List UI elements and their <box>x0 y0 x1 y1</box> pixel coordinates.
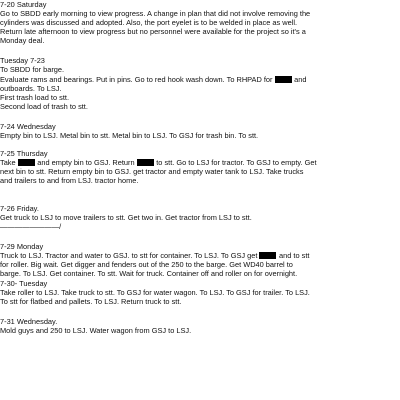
entry-text: and <box>294 75 307 84</box>
entry-line: To SBDD for barge. <box>0 65 65 74</box>
separator-line: ————————/ <box>0 222 62 231</box>
entry-line: Get truck to LSJ to move trailers to stt. Get two in. Get tractor from LSJ to stt. <box>0 213 252 222</box>
entry-line: cylinders was discussed and adopted. Also, the port eyelet is to be welded in place as well. <box>0 18 298 27</box>
entry-text: and to stt <box>279 251 310 260</box>
redaction-block <box>275 76 292 83</box>
redaction-block <box>259 252 276 259</box>
entry-text: Truck to LSJ. Tractor and water to GSJ. to stt for container. To LSJ. To GSJ get <box>0 251 258 260</box>
entry-line: outboards. To LSJ. <box>0 84 62 93</box>
entry-line: Empty bin to LSJ. Metal bin to stt. Metal bin to LSJ. To GSJ for trash bin. To stt. <box>0 131 259 140</box>
entry-line: First trash load to stt. <box>0 93 70 102</box>
entry-line <box>0 75 400 84</box>
entry-line: Second load of trash to stt. <box>0 102 88 111</box>
redaction-block <box>18 159 35 166</box>
entry-line: Monday deal. <box>0 36 45 45</box>
entry-line: Go to SBDD early morning to view progress. A change in plan that did not involve removing the <box>0 9 311 18</box>
entry-date-7-25: 7-25 Thursday <box>0 149 48 158</box>
entry-line <box>0 158 400 167</box>
entry-line: Return late afternoon to view progress but no personnel were available for the project so it's a <box>0 27 306 36</box>
entry-date-7-23: Tuesday 7-23 <box>0 56 45 65</box>
entry-line: Mold guys and 250 to LSJ. Water wagon from GSJ to LSJ. <box>0 326 192 335</box>
entry-text: and empty bin to GSJ. Return <box>37 158 135 167</box>
entry-text: Evaluate rams and bearings. Put in pins. Go to red hook wash down. To RHPAD for <box>0 75 273 84</box>
entry-line <box>0 251 400 260</box>
entry-date-7-31: 7-31 Wednesday. <box>0 317 58 326</box>
entry-line: Take roller to LSJ. Take truck to stt. To GSJ for water wagon. To LSJ. To GSJ for trailer. To LSJ. <box>0 288 310 297</box>
entry-text: Take <box>0 158 16 167</box>
entry-date-7-29: 7-29 Monday <box>0 242 44 251</box>
entry-line: To stt for flatbed and pallets. To LSJ. Return truck to stt. <box>0 297 182 306</box>
entry-date-7-26: 7-26 Friday. <box>0 204 39 213</box>
entry-line: for roller. Big wait. Get digger and fenders out of the 250 to the barge. Get WD40 barrel to <box>0 260 293 269</box>
entry-date-7-24: 7-24 Wednesday <box>0 122 56 131</box>
entry-line: barge. To LSJ. Get container. To stt. Wait for truck. Container off and roller on for overnight. <box>0 269 298 278</box>
entry-date-7-20: 7-20 Saturday <box>0 0 47 9</box>
entry-date-7-30: 7-30- Tuesday <box>0 279 48 288</box>
entry-line: next bin to stt. Return empty bin to GSJ. get tractor and empty water tank to LSJ. Take trucks <box>0 167 304 176</box>
entry-line: and trailers to and from LSJ. tractor home. <box>0 176 139 185</box>
entry-text: to stt. Go to LSJ for tractor. To GSJ to empty. Get <box>156 158 317 167</box>
redaction-block <box>137 159 154 166</box>
